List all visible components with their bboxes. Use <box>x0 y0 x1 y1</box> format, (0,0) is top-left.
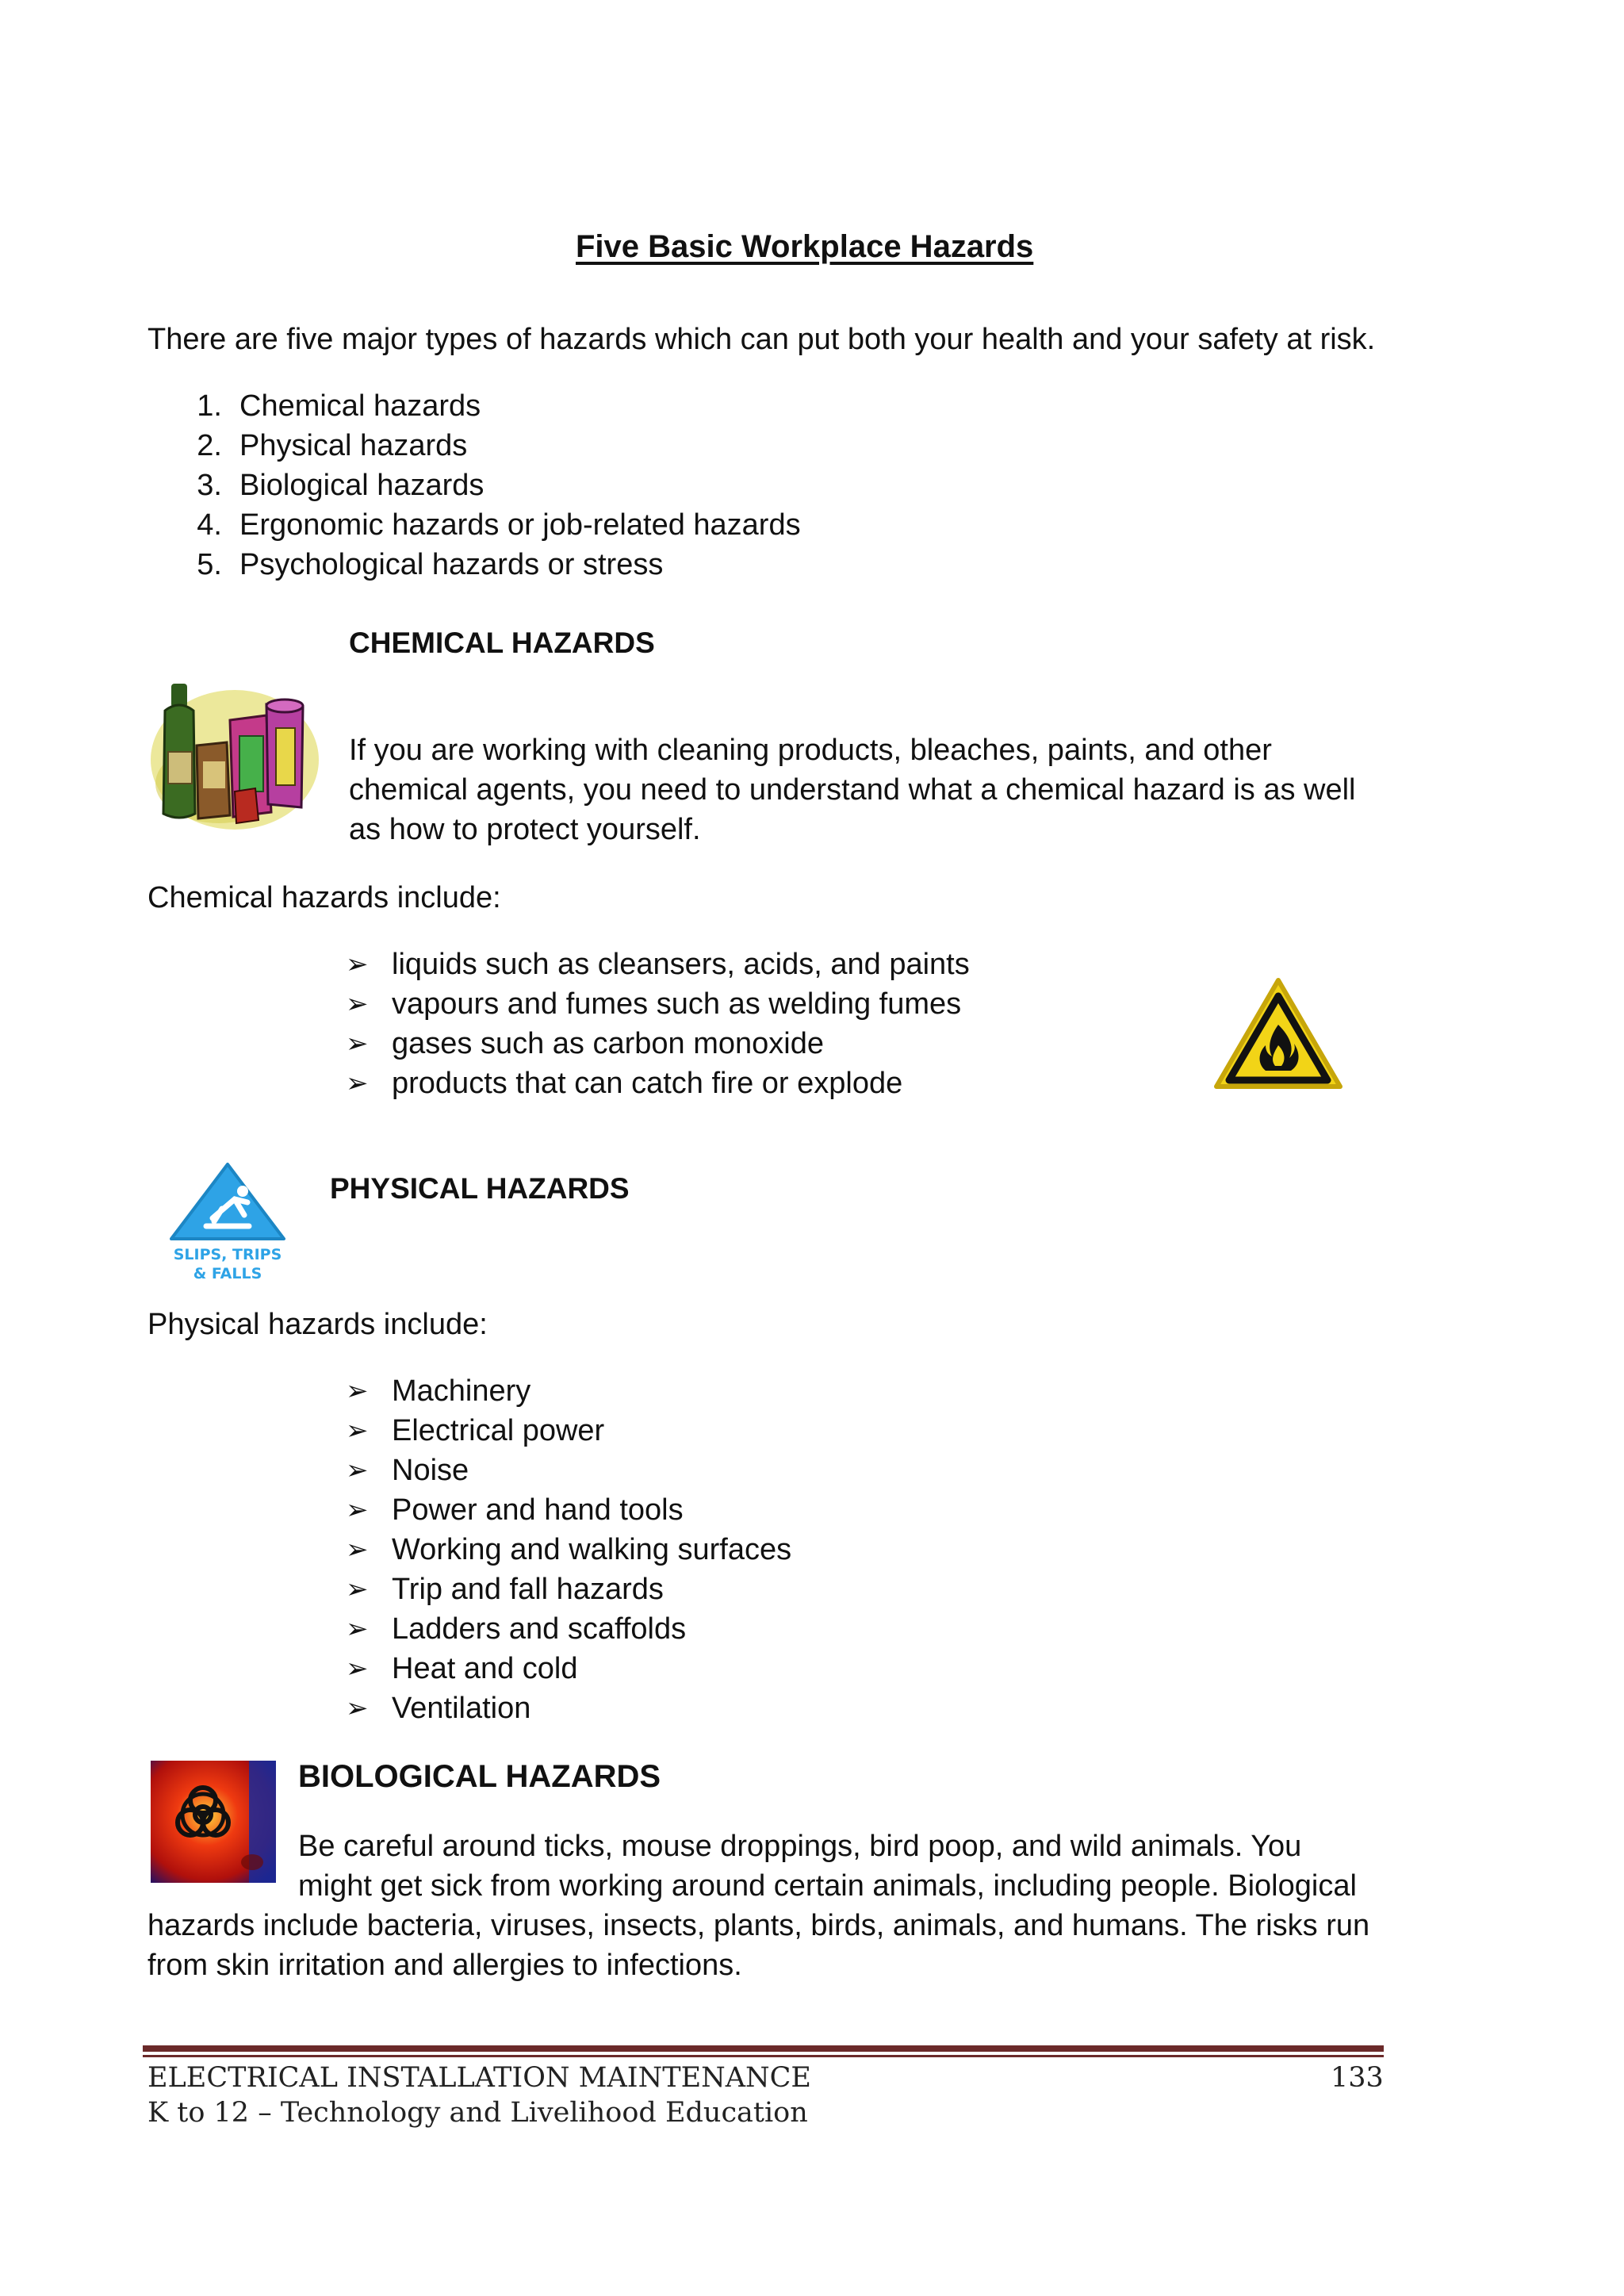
paragraph-line: as how to protect yourself. <box>349 813 701 846</box>
flammable-warning-icon <box>1212 976 1345 1094</box>
list-item: ➢ Power and hand tools <box>346 1490 1059 1530</box>
page-number: 133 <box>1331 2062 1384 2094</box>
chemical-paragraph <box>349 730 1404 849</box>
footer-program: K to 12 – Technology and Livelihood Education <box>147 2097 808 2129</box>
list-item: 3. Biological hazards <box>197 469 485 502</box>
list-item: ➢ gases such as carbon monoxide <box>346 1024 1059 1064</box>
list-item: 1. Chemical hazards <box>197 389 481 423</box>
list-item: 4. Ergonomic hazards or job-related hazards <box>197 508 801 542</box>
arrow-bullet-icon: ➢ <box>346 989 369 1019</box>
list-item: ➢ vapours and fumes such as welding fumes <box>346 984 1059 1024</box>
arrow-bullet-icon: ➢ <box>346 1535 369 1565</box>
sign-text-line2: & FALLS <box>193 1265 262 1282</box>
paragraph-line: hazards include bacteria, viruses, insects, plants, birds, animals, and humans. The risks run <box>147 1909 1370 1942</box>
chemical-heading: CHEMICAL HAZARDS <box>349 627 655 659</box>
list-item: ➢ liquids such as cleansers, acids, and paints <box>346 945 1059 984</box>
intro-text: There are five major types of hazards which can put both your health and your safety at risk. <box>147 323 1376 356</box>
paragraph-line: Be careful around ticks, mouse droppings, bird poop, and wild animals. You <box>298 1830 1302 1863</box>
list-item: ➢ Working and walking surfaces <box>346 1530 1059 1570</box>
arrow-bullet-icon: ➢ <box>346 1376 369 1406</box>
biological-paragraph-start <box>298 1826 1424 1906</box>
list-item: ➢ Electrical power <box>346 1411 1059 1451</box>
hazard-types-list <box>190 386 904 585</box>
slips-trips-falls-icon <box>155 1159 300 1288</box>
list-item: ➢ Heat and cold <box>346 1649 1059 1688</box>
arrow-bullet-icon: ➢ <box>346 1614 369 1644</box>
physical-hazards-list <box>346 1371 1059 1728</box>
arrow-bullet-icon: ➢ <box>346 1654 369 1684</box>
sign-text-line1: SLIPS, TRIPS <box>173 1246 282 1263</box>
physical-heading: PHYSICAL HAZARDS <box>330 1172 630 1205</box>
arrow-bullet-icon: ➢ <box>346 1693 369 1723</box>
list-item: ➢ Ladders and scaffolds <box>346 1609 1059 1649</box>
paragraph-line: chemical agents, you need to understand what a chemical hazard is as well <box>349 773 1356 807</box>
arrow-bullet-icon: ➢ <box>346 949 369 979</box>
chemical-bottles-icon <box>147 673 320 831</box>
biological-paragraph-end <box>147 1906 1432 1985</box>
page-title: Five Basic Workplace Hazards <box>576 229 1034 264</box>
list-item: ➢ products that can catch fire or explode <box>346 1064 1059 1103</box>
paragraph-line: might get sick from working around certain animals, including people. Biological <box>298 1869 1357 1903</box>
arrow-bullet-icon: ➢ <box>346 1455 369 1485</box>
list-item: ➢ Ventilation <box>346 1688 1059 1728</box>
list-item: ➢ Noise <box>346 1451 1059 1490</box>
chemical-hazards-list <box>346 945 1059 1103</box>
chemical-include-label: Chemical hazards include: <box>147 881 501 914</box>
arrow-bullet-icon: ➢ <box>346 1068 369 1098</box>
list-item: ➢ Trip and fall hazards <box>346 1570 1059 1609</box>
paragraph-line: from skin irritation and allergies to infections. <box>147 1949 742 1982</box>
arrow-bullet-icon: ➢ <box>346 1574 369 1604</box>
footer-divider-thin <box>143 2055 1384 2057</box>
list-item: ➢ Machinery <box>346 1371 1059 1411</box>
biological-heading: BIOLOGICAL HAZARDS <box>298 1759 661 1794</box>
footer-course: ELECTRICAL INSTALLATION MAINTENANCE <box>147 2062 811 2094</box>
footer-divider <box>143 2045 1384 2052</box>
physical-include-label: Physical hazards include: <box>147 1308 488 1341</box>
paragraph-line: If you are working with cleaning products, bleaches, paints, and other <box>349 734 1272 767</box>
arrow-bullet-icon: ➢ <box>346 1029 369 1059</box>
arrow-bullet-icon: ➢ <box>346 1416 369 1446</box>
list-item: 5. Psychological hazards or stress <box>197 548 664 581</box>
biohazard-icon <box>151 1761 276 1883</box>
arrow-bullet-icon: ➢ <box>346 1495 369 1525</box>
list-item: 2. Physical hazards <box>197 429 468 462</box>
